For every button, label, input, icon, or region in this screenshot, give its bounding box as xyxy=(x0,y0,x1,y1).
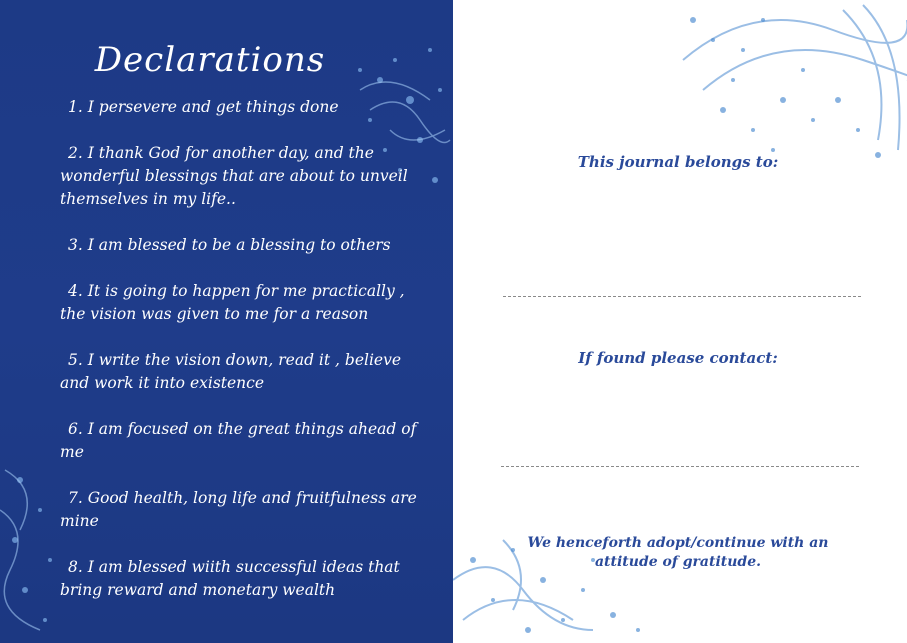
gratitude-statement: We henceforth adopt/continue with an attitude of gratitude. xyxy=(527,535,829,570)
declaration-item: 6. I am focused on the great things ahead of me xyxy=(60,420,417,461)
owner-name-line[interactable] xyxy=(503,296,861,297)
declarations-page xyxy=(0,0,453,643)
declaration-item: 8. I am blessed wiith successful ideas that bring reward and monetary wealth xyxy=(60,558,400,599)
declaration-item: 7. Good health, long life and fruitfulness are mine xyxy=(60,489,417,530)
declarations-list xyxy=(60,96,420,625)
water-splash-decoration xyxy=(663,0,907,170)
declaration-item: 4. It is going to happen for me practically , the vision was given to me for a reason xyxy=(60,282,405,323)
belongs-to-label: This journal belongs to: xyxy=(577,153,779,171)
declaration-item: 5. I write the vision down, read it , believe and work it into existence xyxy=(60,351,402,392)
owner-page xyxy=(453,0,907,643)
contact-info-line[interactable] xyxy=(501,466,859,467)
page-title: Declarations xyxy=(94,40,326,80)
contact-label: If found please contact: xyxy=(578,349,778,367)
declaration-item: 3. I am blessed to be a blessing to others xyxy=(68,236,391,254)
declaration-item: 1. I persevere and get things done xyxy=(68,98,339,116)
declaration-item: 2. I thank God for another day, and the wonderful blessings that are about to unveil themselves in my life.. xyxy=(60,144,408,208)
